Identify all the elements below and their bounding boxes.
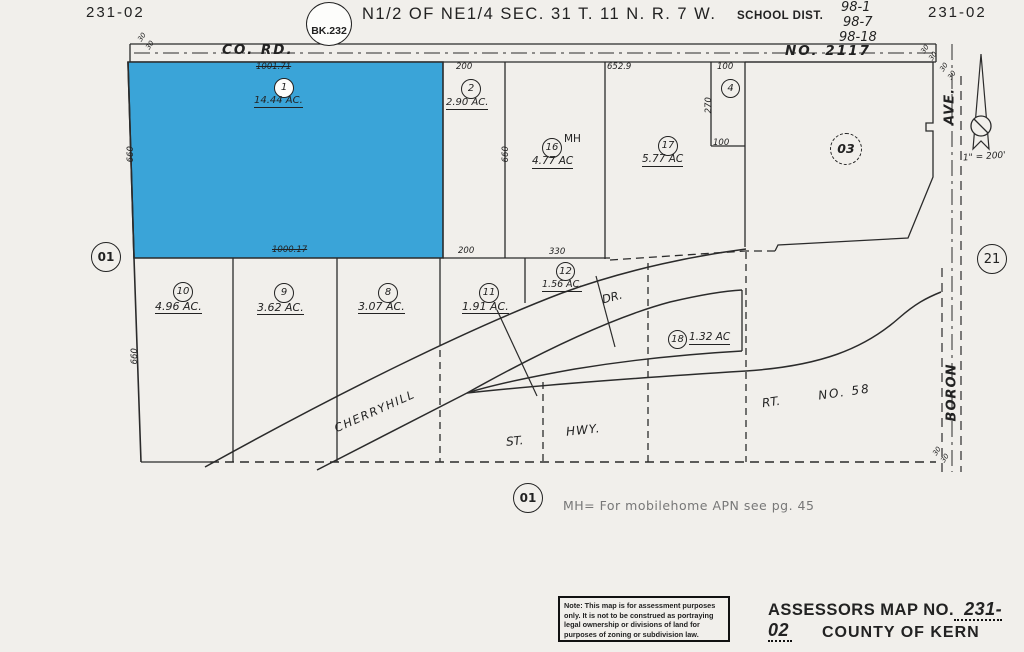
school-district-3: 98-18	[839, 30, 877, 45]
dim-west-lower: 660	[129, 348, 140, 365]
dim-parcel4-bottom: 100	[713, 138, 730, 148]
parcel-1-acres: 14.44 AC.	[254, 95, 303, 106]
book-circle-label: BK.232	[311, 24, 347, 37]
parcel-10-number: 10	[173, 282, 193, 302]
dim-30-ave-b: 30	[927, 50, 939, 63]
map-title: N1/2 OF NE1/4 SEC. 31 T. 11 N. R. 7 W.	[362, 5, 717, 23]
parcel-1-number: 1	[274, 78, 294, 98]
mobilehome-note: MH= For mobilehome APN see pg. 45	[563, 498, 815, 513]
parcel-16-mh-tag: MH	[564, 133, 581, 145]
dim-parcel2-bottom: 200	[458, 246, 475, 256]
parcel-12-acres: 1.56 AC.	[542, 279, 583, 290]
section-circle-21-right: 21	[977, 244, 1007, 274]
dim-30-boron-b: 30	[939, 452, 951, 465]
dim-30-ave-d: 30	[946, 69, 958, 82]
st-label: ST.	[505, 433, 525, 449]
parcel-17-number: 17	[658, 136, 678, 156]
dim-30-cord-b: 30	[144, 39, 156, 52]
parcel-4-number: 4	[721, 79, 740, 98]
boron-label: BORON	[944, 363, 960, 422]
county-label: COUNTY OF KERN	[822, 624, 980, 641]
hwy-label: HWY.	[565, 421, 602, 439]
rt-label: RT.	[761, 393, 781, 411]
parcel-16-acres: 4.77 AC	[532, 155, 574, 167]
cherryhill-north-edge	[205, 246, 746, 467]
ave-label: AVE.	[942, 87, 958, 126]
parcel-18-bottom-edge	[467, 351, 742, 393]
parcel-2-acres: 2.90 AC.	[446, 97, 489, 108]
parcel-11-number: 11	[479, 283, 499, 303]
book-circle	[306, 2, 352, 46]
dim-parcel1-bottom: 1000.17	[272, 245, 308, 255]
dim-parcel1-top: 1001.71	[256, 62, 292, 72]
section-circle-01-left: 01	[91, 242, 121, 272]
parcel-17-acres: 5.77 AC	[642, 153, 684, 165]
footer-sheet-circle: 01	[513, 483, 543, 513]
parcel-10-acres: 4.96 AC.	[155, 300, 202, 313]
parcel-8-number: 8	[378, 283, 398, 303]
dim-30-ave-c: 30	[938, 61, 950, 74]
cherryhill-label: CHERRYHILL	[332, 387, 418, 436]
sheet-number-left: 231-02	[86, 4, 145, 21]
parcel-18-number: 18	[668, 330, 687, 349]
school-district-2: 98-7	[843, 15, 873, 30]
dim-parcel16-bottom: 330	[549, 247, 566, 257]
dim-30-cord-a: 30	[136, 31, 148, 44]
dim-parcel16-17-top: 652.9	[607, 62, 632, 72]
dim-parcel2-top: 200	[456, 62, 473, 72]
parcel-8-acres: 3.07 AC.	[358, 300, 405, 313]
school-district-label: SCHOOL DIST.	[737, 10, 824, 22]
co-rd-label: CO. RD.	[222, 42, 294, 58]
parcel-03-number: 03	[830, 133, 862, 165]
parcel-12-number: 12	[556, 262, 575, 281]
dr-label: DR.	[600, 287, 624, 307]
rt-no-58-label: NO. 58	[817, 381, 872, 403]
scale-note: 1" = 200'	[962, 150, 1007, 164]
parcel-9-number: 9	[274, 283, 294, 303]
dim-30-ave-a: 30	[919, 43, 931, 56]
parcel-2-number: 2	[461, 79, 481, 99]
disclaimer-note-box	[558, 596, 730, 642]
assessors-map-label: ASSESSORS MAP NO.	[768, 601, 955, 619]
parcel-9-acres: 3.62 AC.	[257, 301, 304, 314]
assessors-map-number: 231-02	[768, 599, 1003, 640]
parcel-18-acres: 1.32 AC	[689, 331, 731, 343]
dim-parcel4-side: 270	[703, 97, 714, 114]
school-district-1: 98-1	[841, 0, 871, 15]
dim-west-upper: 660	[125, 146, 136, 163]
parcel-16-number: 16	[542, 138, 562, 158]
road-no-2117-label: NO. 2117	[785, 43, 871, 59]
dim-30-boron-a: 30	[931, 445, 943, 458]
dim-mid: 660	[500, 146, 511, 163]
sheet-number-right: 231-02	[928, 4, 987, 21]
parcel-11-acres: 1.91 AC.	[462, 300, 509, 313]
disclaimer-note-text: Note: This map is for assessment purposes only. It is not to be construed as portraying legal ownership or divisions of land for purposes of zoning or subdivision law.	[564, 601, 716, 639]
dim-parcel4-top: 100	[717, 62, 734, 72]
lot-tick-2	[596, 276, 615, 347]
